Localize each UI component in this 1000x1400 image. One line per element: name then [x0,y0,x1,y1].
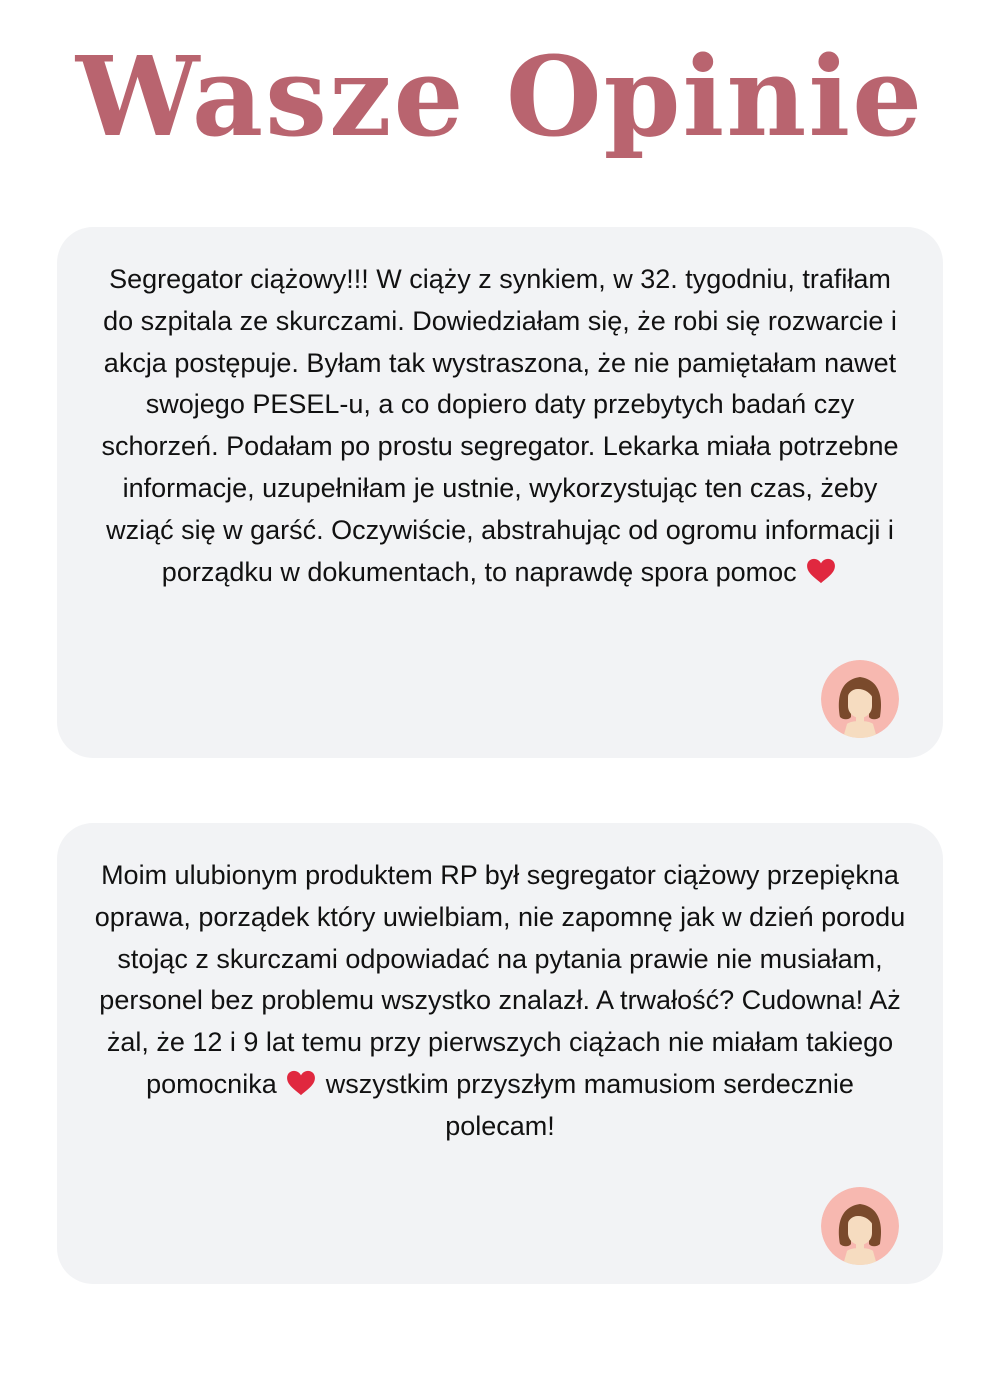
avatar [821,660,899,738]
page-title: Wasze Opinie [75,32,925,161]
review-text-part: Moim ulubionym produktem RP był segregator ciążowy przepiękna oprawa, porządek który uwielbiam, nie zapomnę jak w dzień porodu stojąc z skurczami odpowiadać na pytania prawie nie musiałam, personel bez problemu wszystko znalazł. A trwałość? Cudowna! Aż żal, że 12 i 9 lat temu przy pierwszych ciążach nie miałam takiego pomocnika [94,860,906,1099]
avatar [821,1187,899,1265]
woman-avatar-icon [821,1187,899,1265]
woman-avatar-icon [821,660,899,738]
review-text-part: wszystkim przyszłym mamusiom serdecznie polecam! [325,1068,854,1141]
heart-icon [286,1070,316,1096]
review-text-part: Segregator ciążowy!!! W ciąży z synkiem, w 32. tygodniu, trafiłam do szpitala ze skurczami. Dowiedziałam się, że robi się rozwarcie i akcja postępuje. Byłam tak wystraszona, że nie pamiętałam nawet swojego PESEL-u, a co dopiero daty przebytych badań czy schorzeń. Podałam po prostu segregator. Lekarka miała potrzebne informacje, uzupełniłam je ustnie, wykorzystując ten czas, żeby wziąć się w garść. Oczywiście, abstrahując od ogromu informacji i porządku w dokumentach, to naprawdę spora pomoc [101,264,899,587]
review-text [92,855,908,1148]
review-card [57,823,943,1284]
heart-icon [806,558,836,584]
review-card [57,227,943,758]
review-text [92,259,908,593]
